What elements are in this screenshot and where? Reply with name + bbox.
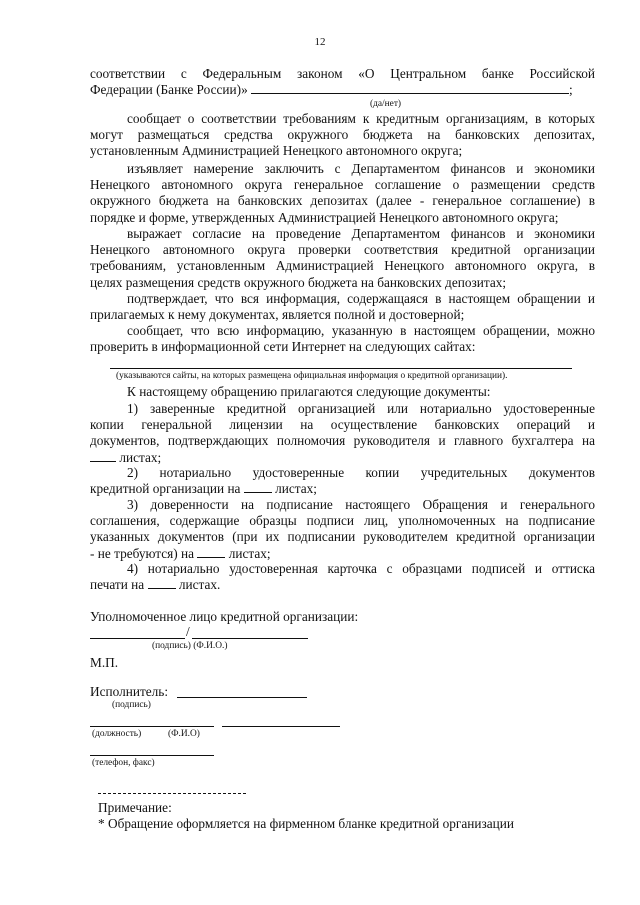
attachment-item-1 — [90, 401, 595, 466]
note-title: Примечание: — [98, 800, 172, 815]
text-line: копии генеральной лицензии на осуществление банковских операций и — [90, 417, 595, 433]
authorized-name-line[interactable] — [192, 638, 308, 639]
text-line: 4) нотариально удостоверенная карточка с образцами подписей и оттиска — [127, 561, 595, 576]
text-line: проверить в информационной сети Интернет на следующих сайтах: — [90, 339, 476, 355]
paragraph-consent — [90, 226, 595, 291]
attachment-item-3 — [90, 497, 595, 562]
text-fragment: листах. — [178, 577, 221, 593]
text-fragment: Федерации (Банке России)» — [90, 82, 248, 98]
note-text: * Обращение оформляется на фирменном бланке кредитной организации — [98, 816, 514, 831]
caption-executor-signature: (подпись) — [112, 700, 151, 710]
websites-fill-line[interactable] — [110, 368, 572, 369]
executor-label: Исполнитель: — [90, 684, 169, 699]
caption-position: (должность) — [92, 729, 142, 739]
fill-in-blank-sheets[interactable] — [148, 577, 176, 589]
text-line: выражает согласие на проведение Департаментом финансов и экономики — [127, 226, 595, 241]
fill-in-blank-sheets[interactable] — [90, 450, 116, 462]
paragraph-compliance — [90, 111, 595, 160]
attachments-intro — [90, 384, 595, 400]
text-line-with-blank — [90, 481, 595, 497]
text-line: окружного бюджета на банковских депозитах (далее - генеральное соглашение) в — [90, 193, 595, 209]
text-line: 2) нотариально удостоверенные копии учредительных документов — [127, 465, 595, 480]
attachment-item-2 — [90, 465, 595, 497]
paragraph-websites — [90, 323, 595, 355]
text-fragment: ; — [569, 82, 573, 98]
executor-signature-line[interactable] — [177, 697, 307, 698]
text-line: прилагаемых к нему документах, является полной и достоверной; — [90, 307, 465, 323]
caption-signature-name: (подпись) (Ф.И.О.) — [152, 641, 228, 651]
text-line: Ненецкого автономного округа генеральное соглашение о размещении средств — [90, 177, 595, 193]
text-fragment: печати на — [90, 577, 145, 593]
text-line: К настоящему обращению прилагаются следующие документы: — [127, 384, 491, 399]
text-line: 1) заверенные кредитной организацией или нотариально удостоверенные — [127, 401, 595, 416]
text-line-with-blank — [90, 450, 595, 466]
text-line: целях размещения средств окружного бюджета на банковских депозитах; — [90, 274, 507, 290]
text-line: указанных документов (при их подписании руководителем кредитной организации — [90, 529, 595, 545]
text-line-with-blank — [90, 577, 595, 593]
text-line: соглашения, содержащие образцы подписи лиц, уполномоченных на подписание — [90, 513, 595, 529]
fill-in-blank-sheets[interactable] — [197, 546, 225, 558]
fill-in-blank-sheets[interactable] — [244, 481, 272, 493]
text-line-with-blank — [90, 82, 595, 98]
text-line: порядке и форме, утвержденных Администрацией Ненецкого автономного округа; — [90, 209, 559, 225]
attachment-item-4 — [90, 561, 595, 593]
text-line: подтверждает, что вся информация, содержащаяся в настоящем обращении и — [127, 291, 595, 306]
paragraph-intention — [90, 161, 595, 226]
stamp-place-label: М.П. — [90, 655, 119, 670]
caption-websites: (указываются сайты, на которых размещена официальная информация о кредитной организации). — [116, 371, 508, 381]
executor-name-line[interactable] — [222, 726, 340, 727]
page-number: 12 — [314, 36, 326, 48]
caption-name: (Ф.И.О) — [168, 729, 200, 739]
paragraph-law-reference — [90, 66, 595, 98]
authorized-signature-line[interactable] — [90, 638, 185, 639]
text-line: установленным Администрацией Ненецкого автономного округа; — [90, 143, 463, 159]
text-line: 3) доверенности на подписание настоящего Обращения и генерального — [127, 497, 595, 512]
executor-phone-line[interactable] — [90, 755, 214, 756]
text-line: изъявляет намерение заключить с Департаментом финансов и экономики — [127, 161, 595, 176]
note-separator — [98, 793, 246, 794]
fill-in-blank-yes-no[interactable] — [251, 82, 569, 94]
authorized-person-title: Уполномоченное лицо кредитной организации: — [90, 609, 359, 624]
text-line: Ненецкого автономного округа проверки соответствия кредитной организации — [90, 242, 595, 258]
executor-position-line[interactable] — [90, 726, 214, 727]
text-fragment: листах; — [119, 449, 162, 465]
paragraph-confirmation — [90, 291, 595, 323]
text-line: требованиям, установленным Администрацией Ненецкого автономного округа, в — [90, 258, 595, 274]
text-line: могут размещаться средства окружного бюджета на банковских депозитах, — [90, 127, 595, 143]
text-line: сообщает о соответствии требованиям к кредитным организациям, в которых — [127, 111, 595, 126]
text-line: соответствии с Федеральным законом «О Центральном банке Российской — [90, 66, 595, 81]
text-fragment: листах; — [228, 545, 271, 561]
text-fragment: кредитной организации на — [90, 481, 241, 497]
signature-separator: / — [186, 624, 190, 639]
text-fragment: - не требуются) на — [90, 545, 195, 561]
caption-phone-fax: (телефон, факс) — [92, 758, 155, 768]
text-line-with-blank — [90, 546, 595, 562]
caption-yes-no: (да/нет) — [370, 99, 402, 109]
text-line: документов, подтверждающих полномочия руководителя и главного бухгалтера на — [90, 433, 595, 449]
text-line: сообщает, что всю информацию, указанную в настоящем обращении, можно — [127, 323, 595, 338]
text-fragment: листах; — [275, 481, 317, 497]
